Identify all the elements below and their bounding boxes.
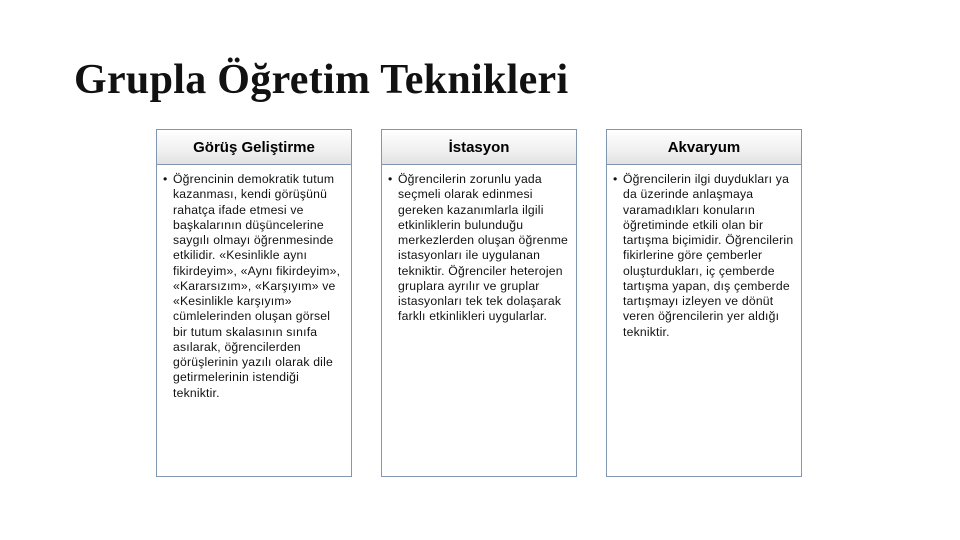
slide-title: Grupla Öğretim Teknikleri — [74, 57, 569, 103]
card-text: Öğrencilerin ilgi duydukları ya da üzerinde anlaşmaya varamadıkları konuların öğretiminde etkili olan bir tartışma biçimidir. Öğrencilerin fikirlerine göre çemberler oluşturdukları, iç çemberde tartışma yapan, dış çemberde tartışmayı izleyen ve dönüt veren öğrencilerin yer aldığı tekniktir. — [623, 172, 794, 339]
card-heading: İstasyon — [382, 130, 576, 165]
card-body — [607, 165, 801, 340]
card-body — [382, 165, 576, 325]
bullet-icon: • — [163, 172, 168, 186]
bullet-icon: • — [613, 172, 618, 186]
card-body — [157, 165, 351, 401]
card-text: Öğrencinin demokratik tutum kazanması, kendi görüşünü rahatça ifade etmesi ve başkalarının düşüncelerine saygılı olmayı öğrenmesinde etkilidir. «Kesinlikle aynı fikirdeyim», «Aynı fikirdeyim», «Kararsızım», «Karşıyım» ve «Kesinlikle karşıyım» cümlelerinden oluşan görsel bir tutum skalasının sınıfa asılarak, öğrencilerden görüşlerinin yazılı olarak dile getirmelerinin istendiği tekniktir. — [173, 172, 341, 400]
card-text: Öğrencilerin zorunlu yada seçmeli olarak edinmesi gereken kazanımlarla ilgili etkinliklerin bulunduğu merkezlerden oluşan öğrenme istasyonları ile uygulanan tekniktir. Öğrenciler heterojen gruplara ayrılır ve gruplar istasyonları tek tek dolaşarak farklı etkinlikleri uygularlar. — [398, 172, 569, 324]
bullet-icon: • — [388, 172, 393, 186]
card-akvaryum — [606, 129, 802, 477]
card-heading: Görüş Geliştirme — [157, 130, 351, 165]
card-istasyon — [381, 129, 577, 477]
card-heading: Akvaryum — [607, 130, 801, 165]
card-gorus-gelistirme — [156, 129, 352, 477]
